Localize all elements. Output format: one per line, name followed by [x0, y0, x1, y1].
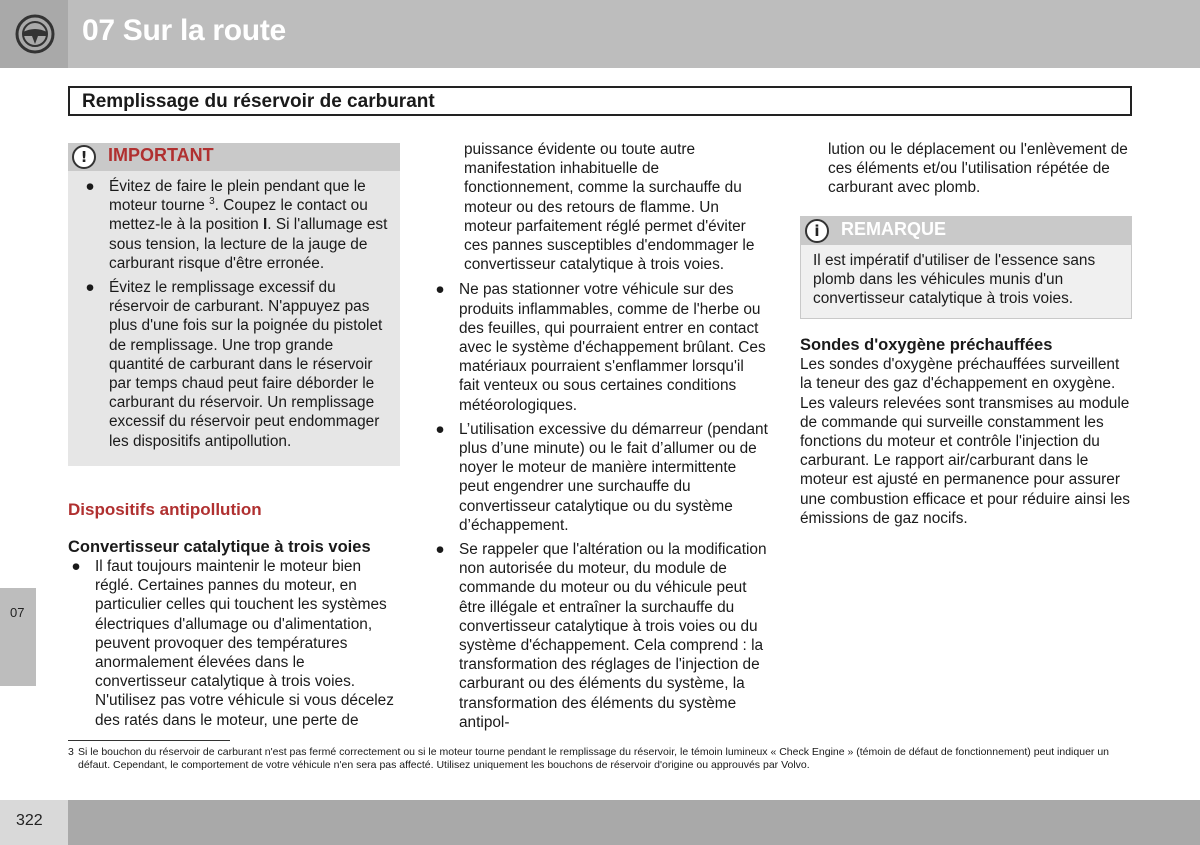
footnote-number: 3 — [68, 746, 74, 758]
heading-oxygen-sensors: Sondes d'oxygène préchauffées — [800, 336, 1053, 355]
remark-text: Il est impératif d'utiliser de l'essence sans plomb dans les véhicules munis d'un convertisseur catalytique à trois voies. — [813, 251, 1096, 308]
bullet-icon: ● — [435, 541, 445, 559]
subheading-catalytic: Convertisseur catalytique à trois voies — [68, 538, 371, 557]
section-title: Remplissage du réservoir de carburant — [82, 91, 435, 112]
page-number-box — [0, 800, 68, 845]
heading-antipollution: Dispositifs antipollution — [68, 499, 262, 519]
footnote — [68, 746, 1138, 771]
list-item: ● Évitez le remplissage excessif du réservoir de carburant. N'appuyez pas plus d'une fois sur la poignée du pistolet de remplissage. Une trop grande quantité de carburant dans le réservoir par temps chaud peut faire déborder le carburant du réservoir. Un remplissage excessif du réservoir peut endommager les dispositifs antipollution. — [85, 279, 383, 450]
page-number: 322 — [16, 812, 43, 829]
side-tab-label: 07 — [10, 605, 25, 620]
footnote-text: Si le bouchon du réservoir de carburant n'est pas fermé correctement ou si le moteur tourne pendant le remplissage du réservoir, le témoin lumineux « Check Engine » (témoin de défaut de fonctionnement) peut indiquer un défaut. Cependant, le comportement de votre véhicule n'en sera pas affecté. Utilisez uniquement les bouchons de réservoir d'origine ou approuvés par Volvo. — [78, 746, 1110, 771]
list-item: ● Il faut toujours maintenir le moteur bien réglé. Certaines pannes du moteur, en particulier celles qui touchent les systèmes électriques d'allumage ou d'alimentation, peuvent provoquer des températures anormalement élevées dans le convertisseur catalytique à trois voies. N'utilisez pas votre véhicule si vous décelez des ratés dans le moteur, une perte de — [71, 558, 394, 729]
list-item-continuation: puissance évidente ou toute autre manifestation inhabituelle de fonctionnement, comme la surchauffe du moteur ou des retours de flamme. Un moteur parfaitement réglé permet d'éviter ces pannes susceptibles d'endommager le convertisseur catalytique à trois voies. — [464, 141, 755, 274]
important-box — [68, 143, 400, 466]
bullet-icon: ● — [85, 279, 95, 297]
chapter-title: 07 Sur la route — [82, 14, 286, 47]
steering-wheel-icon — [14, 13, 56, 55]
list-item: ● L’utilisation excessive du démarreur (pendant plus d’une minute) ou le fait d’allumer ou de noyer le moteur de manière intermittente peut engendrer une surchauffe du convertisseur catalytique ou du système d’échappement. — [435, 420, 768, 534]
bullet-icon: ● — [435, 281, 445, 299]
list-item: ● Se rappeler que l'altération ou la modification non autorisée du moteur, du module de commande du moteur ou du véhicule peut être illégale et entraîner la surchauffe du convertisseur catalytique à trois voies ou du système d'échappement. Cela comprend : la transformation des réglages de l'injection de carburant ou des éléments du système, la transformation des éléments du système antipol- — [435, 541, 767, 731]
page-header — [0, 0, 1200, 68]
chapter-side-tab — [0, 588, 36, 686]
remark-label: REMARQUE — [841, 218, 947, 239]
page-footer — [0, 800, 1200, 845]
section-title-box — [68, 86, 1132, 116]
column-2 — [432, 140, 768, 737]
list-item: ● Ne pas stationner votre véhicule sur des produits inflammables, comme de l'herbe ou des feuilles, qui pourraient entrer en contact avec le système d'échappement brûlant. Ces matériaux pourraient s'enflammer lorsqu'il fait venteux ou sous certaines conditions météorologiques. — [435, 281, 766, 414]
list-item: ● Évitez de faire le plein pendant que le moteur tourne $^3$. Coupez le contact ou mettez-le à la position I. Si l'allumage est sous tension, la lecture de la jauge de carburant risque d'être erronée. — [85, 178, 388, 272]
oxygen-text: Les sondes d'oxygène préchauffées surveillent la teneur des gaz d'échappement en oxygène. Les valeurs relevées sont transmises au module de commande qui surveille constamment les fonctions du moteur et contrôle l'injection du carburant. Le rapport air/carburant dans le moteur est ajusté en permanence pour assurer une combustion efficace et pour réduire ainsi les émissions de gaz nocifs. — [800, 356, 1130, 527]
footnote-divider — [68, 740, 230, 741]
important-label: IMPORTANT — [108, 145, 214, 165]
bullet-icon: ● — [435, 420, 445, 438]
footnote-ref: 3 — [209, 196, 215, 208]
important-list — [68, 171, 400, 451]
remark-box — [800, 216, 1132, 320]
remark-box-header — [801, 217, 1131, 245]
important-box-header — [68, 143, 400, 171]
column-3 — [800, 140, 1132, 528]
exclamation-icon: ! — [72, 145, 96, 169]
chapter-icon-box — [0, 0, 68, 68]
bullet-icon: ● — [85, 178, 95, 195]
bullet-icon: ● — [71, 558, 81, 576]
list-item-continuation: lution ou le déplacement ou l'enlèvement de ces éléments et/ou l'utilisation répétée de carburant avec plomb. — [828, 141, 1128, 197]
antipollution-list-part1 — [68, 557, 400, 730]
column-1 — [68, 143, 400, 730]
antipollution-list-part2 — [432, 280, 768, 732]
info-icon: i — [805, 219, 829, 243]
